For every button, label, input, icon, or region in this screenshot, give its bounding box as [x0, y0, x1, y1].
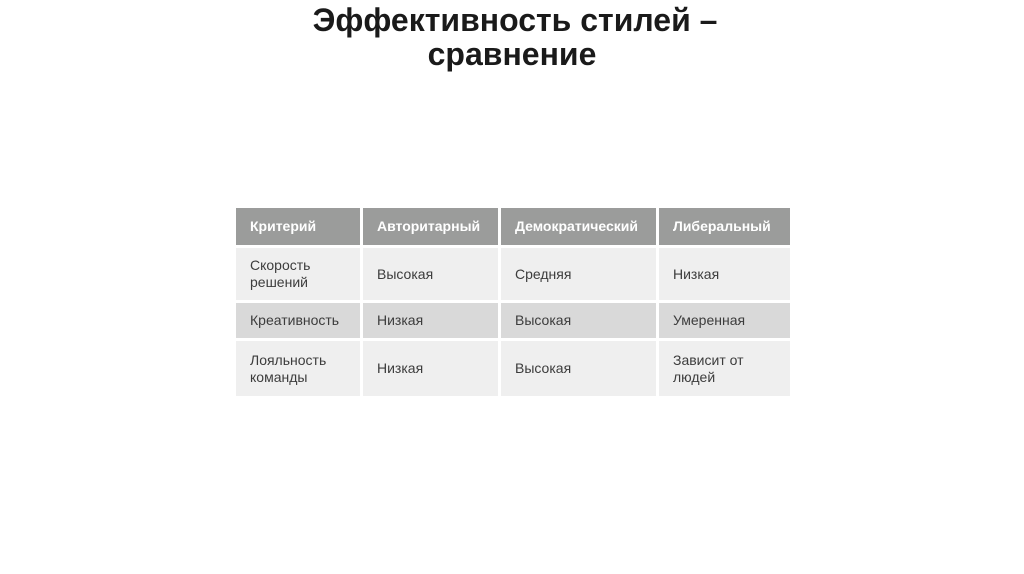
slide-title-line-2: сравнение — [427, 36, 597, 72]
table-cell: Зависит от людей — [659, 341, 790, 396]
table-cell-criterion: Креативность — [236, 303, 360, 338]
table-cell: Низкая — [363, 341, 498, 396]
comparison-table — [233, 205, 793, 399]
table-cell: Средняя — [501, 248, 656, 300]
table-cell: Низкая — [363, 303, 498, 338]
table-cell: Низкая — [659, 248, 790, 300]
table-cell-criterion: Скорость решений — [236, 248, 360, 300]
table-cell: Умеренная — [659, 303, 790, 338]
table-cell: Высокая — [501, 303, 656, 338]
table-row — [236, 303, 790, 338]
slide-title-line-1: Эффективность стилей – — [312, 2, 718, 38]
table-row — [236, 248, 790, 300]
header-democratic: Демократический — [501, 208, 656, 245]
header-authoritarian: Авторитарный — [363, 208, 498, 245]
header-liberal: Либеральный — [659, 208, 790, 245]
table-header-row — [236, 208, 790, 245]
table-cell: Высокая — [501, 341, 656, 396]
table-row — [236, 341, 790, 396]
slide-title — [0, 0, 1024, 71]
header-criterion: Критерий — [236, 208, 360, 245]
table-cell-criterion: Лояльность команды — [236, 341, 360, 396]
table-cell: Высокая — [363, 248, 498, 300]
